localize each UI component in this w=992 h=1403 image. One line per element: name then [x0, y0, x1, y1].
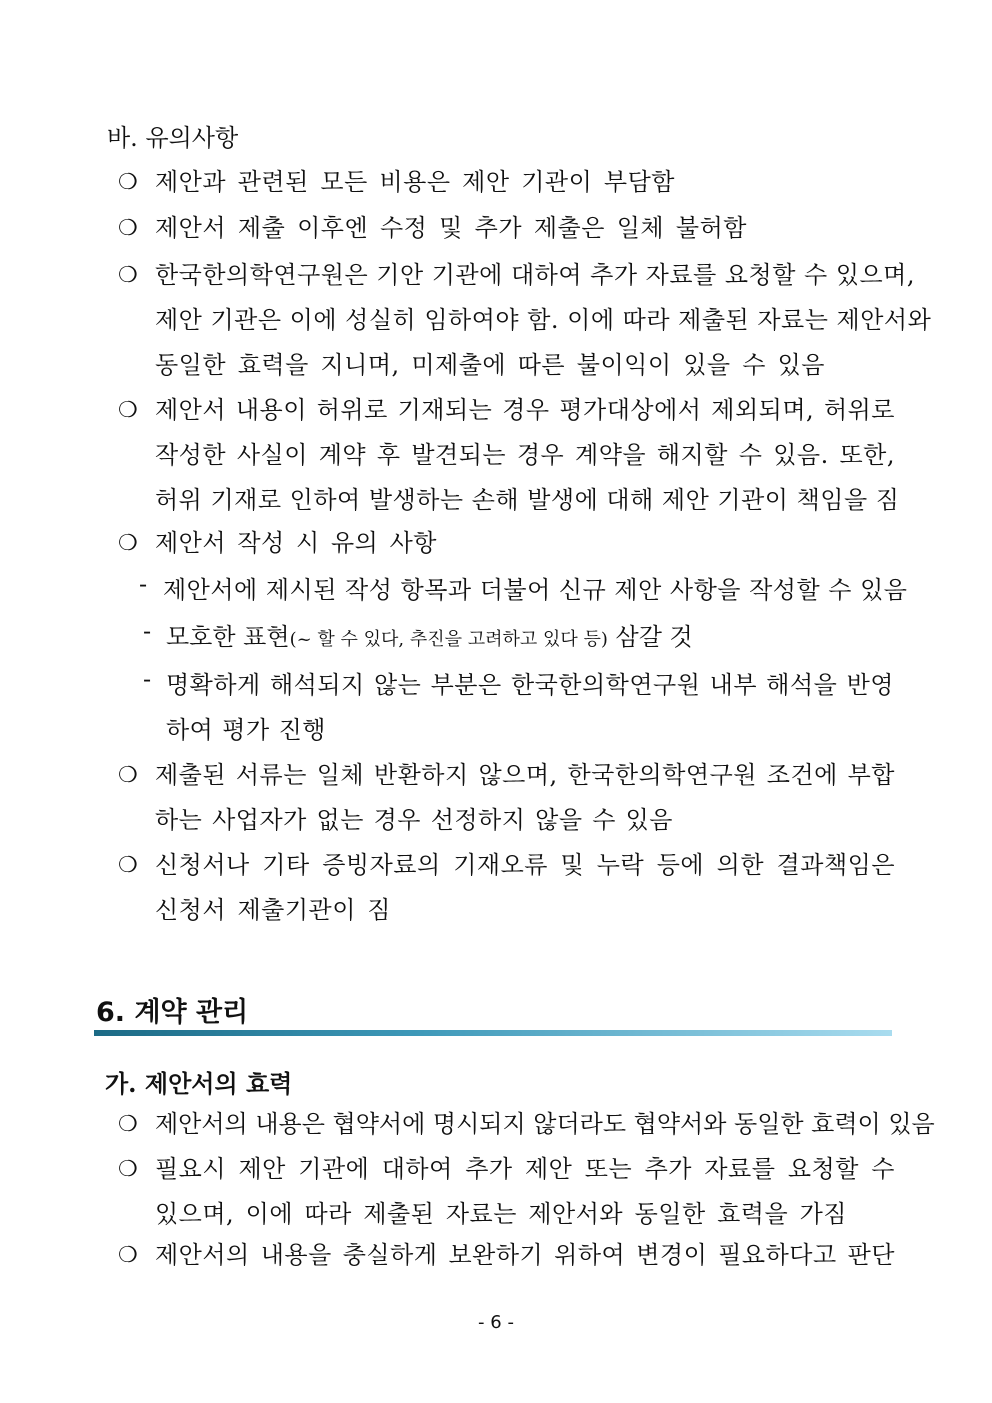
section-underline: [94, 1030, 892, 1036]
bullet-marker: ❍: [118, 1112, 138, 1137]
bullet-marker: ❍: [118, 531, 138, 556]
dash-text: [163, 568, 908, 613]
section-title: 6. 계약 관리: [96, 997, 249, 1028]
bullet-marker: ❍: [118, 216, 138, 241]
bullet-text: [155, 253, 932, 388]
dash-text-main: 모호한 표현: [166, 623, 290, 651]
bullet-marker: ❍: [118, 398, 138, 423]
dash-text-aside: (~ 할 수 있다, 추진을 고려하고 있다 등): [289, 629, 608, 650]
dash-line: 제안서에 제시된 작성 항목과 더불어 신규 제안 사항을 작성할 수 있음: [163, 576, 908, 604]
bullet-line: 제안서 제출 이후엔 수정 및 추가 제출은 일체 불허함: [155, 214, 747, 242]
bullet-text: [155, 388, 900, 523]
bullet-line: 제안과 관련된 모든 비용은 제안 기관이 부담함: [155, 168, 675, 196]
dash-marker: -: [143, 617, 152, 645]
subsection-title-ba: 바. 유의사항: [107, 124, 239, 152]
bullet-line: 허위 기재로 인하여 발생하는 손해 발생에 대해 제안 기관이 책임을 짐: [155, 486, 900, 514]
bullet-line: 한국한의학연구원은 기안 기관에 대하여 추가 자료를 요청할 수 있으며,: [155, 261, 915, 289]
bullet-text: [155, 521, 437, 566]
bullet-line: 있으며, 이에 따라 제출된 자료는 제안서와 동일한 효력을 가짐: [155, 1200, 847, 1228]
bullet-marker: ❍: [118, 853, 138, 878]
bullet-text: [155, 206, 747, 251]
bullet-line: 제안서 작성 시 유의 사항: [155, 529, 437, 557]
dash-text: [166, 663, 894, 753]
bullet-text: [155, 1147, 895, 1237]
bullet-line: 하는 사업자가 없는 경우 선정하지 않을 수 있음: [155, 806, 673, 834]
bullet-line: 신청서나 기타 증빙자료의 기재오류 및 누락 등에 의한 결과책임은: [155, 851, 895, 879]
dash-text: [166, 615, 693, 662]
page-number: - 6 -: [478, 1312, 514, 1333]
bullet-text: [155, 160, 675, 205]
dash-line: 명확하게 해석되지 않는 부분은 한국한의학연구원 내부 해석을 반영: [166, 671, 894, 699]
bullet-text: [155, 843, 895, 933]
bullet-line: 제안서 내용이 허위로 기재되는 경우 평가대상에서 제외되며, 허위로: [155, 396, 895, 424]
bullet-line: 제안 기관은 이에 성실히 임하여야 함. 이에 따라 제출된 자료는 제안서와: [155, 306, 932, 334]
subsection-title-ga: 가. 제안서의 효력: [105, 1069, 293, 1098]
bullet-text: [155, 1233, 895, 1278]
dash-marker: -: [143, 665, 152, 693]
dash-line: 하여 평가 진행: [166, 716, 326, 744]
bullet-marker: ❍: [118, 263, 138, 288]
bullet-text: [155, 1102, 935, 1147]
bullet-line: 작성한 사실이 계약 후 발견되는 경우 계약을 해지할 수 있음. 또한,: [155, 441, 895, 469]
dash-marker: -: [139, 570, 148, 598]
bullet-line: 동일한 효력을 지니며, 미제출에 따른 불이익이 있을 수 있음: [155, 351, 825, 379]
bullet-line: 제안서의 내용은 협약서에 명시되지 않더라도 협약서와 동일한 효력이 있음: [155, 1110, 935, 1138]
bullet-text: [155, 753, 895, 843]
bullet-line: 필요시 제안 기관에 대하여 추가 제안 또는 추가 자료를 요청할 수: [155, 1155, 895, 1183]
bullet-marker: ❍: [118, 1243, 138, 1268]
bullet-marker: ❍: [118, 1157, 138, 1182]
bullet-marker: ❍: [118, 170, 138, 195]
bullet-line: 신청서 제출기관이 짐: [155, 896, 391, 924]
dash-text-end: 삼갈 것: [607, 623, 693, 651]
bullet-line: 제출된 서류는 일체 반환하지 않으며, 한국한의학연구원 조건에 부합: [155, 761, 895, 789]
bullet-line: 제안서의 내용을 충실하게 보완하기 위하여 변경이 필요하다고 판단: [155, 1241, 895, 1269]
bullet-marker: ❍: [118, 763, 138, 788]
